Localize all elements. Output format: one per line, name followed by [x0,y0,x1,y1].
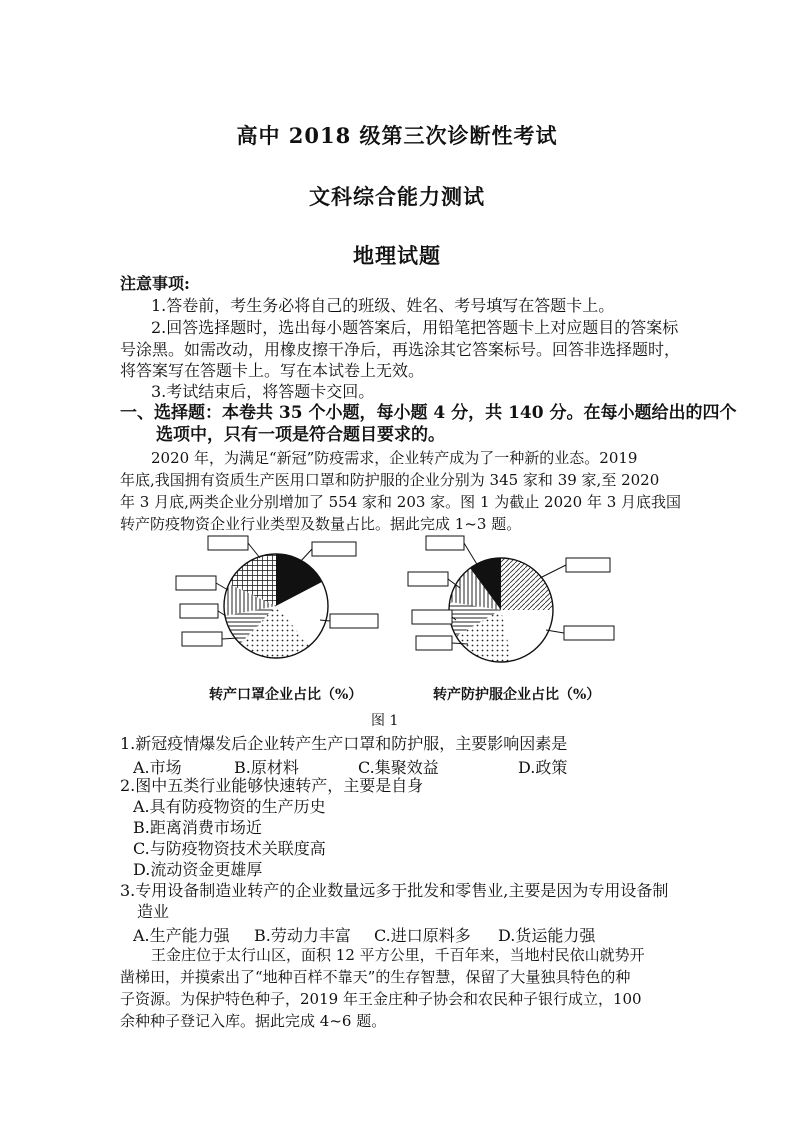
section-heading-line-1: 一、选择题：本卷共 35 个小题，每小题 4 分，共 140 分。在每小题给出的四个 [120,403,737,423]
figure-number: 图 1 [371,713,399,729]
q1-stem: 1.新冠疫情爆发后企业转产生产口罩和防护服，主要影响因素是 [120,734,568,753]
passage1-line-4: 转产防疫物资企业行业类型及数量占比。据此完成 1~3 题。 [120,515,522,533]
passage2-line-4: 余种种子登记入库。据此完成 4~6 题。 [120,1012,387,1030]
passage1-line-2: 年底,我国拥有资质生产医用口罩和防护服的企业分别为 345 家和 39 家,至 2020 [120,471,660,489]
q3-option-c: C.进口原料多 [374,926,471,945]
section-heading-line-2: 选项中，只有一项是符合题目要求的。 [156,425,445,445]
subject-title: 地理试题 [353,243,441,268]
q1-option-d: D.政策 [518,758,568,777]
exam-title: 高中 2018 级第三次诊断性考试 [236,123,558,148]
exam-subtitle: 文科综合能力测试 [309,184,485,209]
q1-option-c: C.集聚效益 [358,758,439,777]
figure-caption-suit: 转产防护服企业占比（%） [433,687,601,703]
passage1-line-3: 年 3 月底,两类企业分别增加了 554 家和 203 家。图 1 为截止 2020 年 3 月底我国 [120,493,682,511]
note-1: 1.答卷前，考生务必将自己的班级、姓名、考号填写在答题卡上。 [151,296,615,315]
note-2-line-1: 2.回答选择题时，选出每小题答案后，用铅笔把答题卡上对应题目的答案标 [151,318,679,337]
note-2-line-2: 号涂黑。如需改动，用橡皮擦干净后，再选涂其它答案标号。回答非选择题时， [120,340,681,359]
right-pie-chart [408,536,614,662]
notes-heading: 注意事项: [120,274,190,293]
q3-stem-line-2: 造业 [137,902,170,921]
left-pie-chart [176,536,378,659]
q3-stem-line-1: 3.专用设备制造业转产的企业数量远多于批发和零售业,主要是因为专用设备制 [120,881,669,900]
q2-option-b: B.距离消费市场近 [133,818,262,837]
note-2-line-3: 将答案写在答题卡上。写在本试卷上无效。 [120,361,425,380]
passage2-line-2: 凿梯田，并摸索出了“地种百样不靠天”的生存智慧，保留了大量独具特色的种 [120,968,631,986]
passage2-line-1: 王金庄位于太行山区，面积 12 平方公里，千百年来，当地村民依山就势开 [151,946,645,964]
passage2-line-3: 子资源。为保护特色种子，2019 年王金庄种子协会和农民种子银行成立，100 [120,990,642,1008]
q3-option-d: D.货运能力强 [498,926,596,945]
q2-option-a: A.具有防疫物资的生产历史 [133,797,326,816]
figure-caption-mask: 转产口罩企业占比（%） [209,687,363,703]
note-3: 3.考试结束后，将答题卡交回。 [151,382,375,401]
passage1-line-1: 2020 年，为满足“新冠”防疫需求，企业转产成为了一种新的业态。2019 [151,449,638,467]
q1-option-a: A.市场 [133,758,182,777]
q2-option-d: D.流动资金更雄厚 [133,860,263,879]
q3-option-a: A.生产能力强 [133,926,230,945]
q2-option-c: C.与防疫物资技术关联度高 [133,839,326,858]
q3-option-b: B.劳动力丰富 [254,926,351,945]
right-pie-slice-diagonal [501,558,553,610]
q2-stem: 2.图中五类行业能够快速转产，主要是自身 [120,776,424,795]
q1-option-b: B.原材料 [234,758,299,777]
